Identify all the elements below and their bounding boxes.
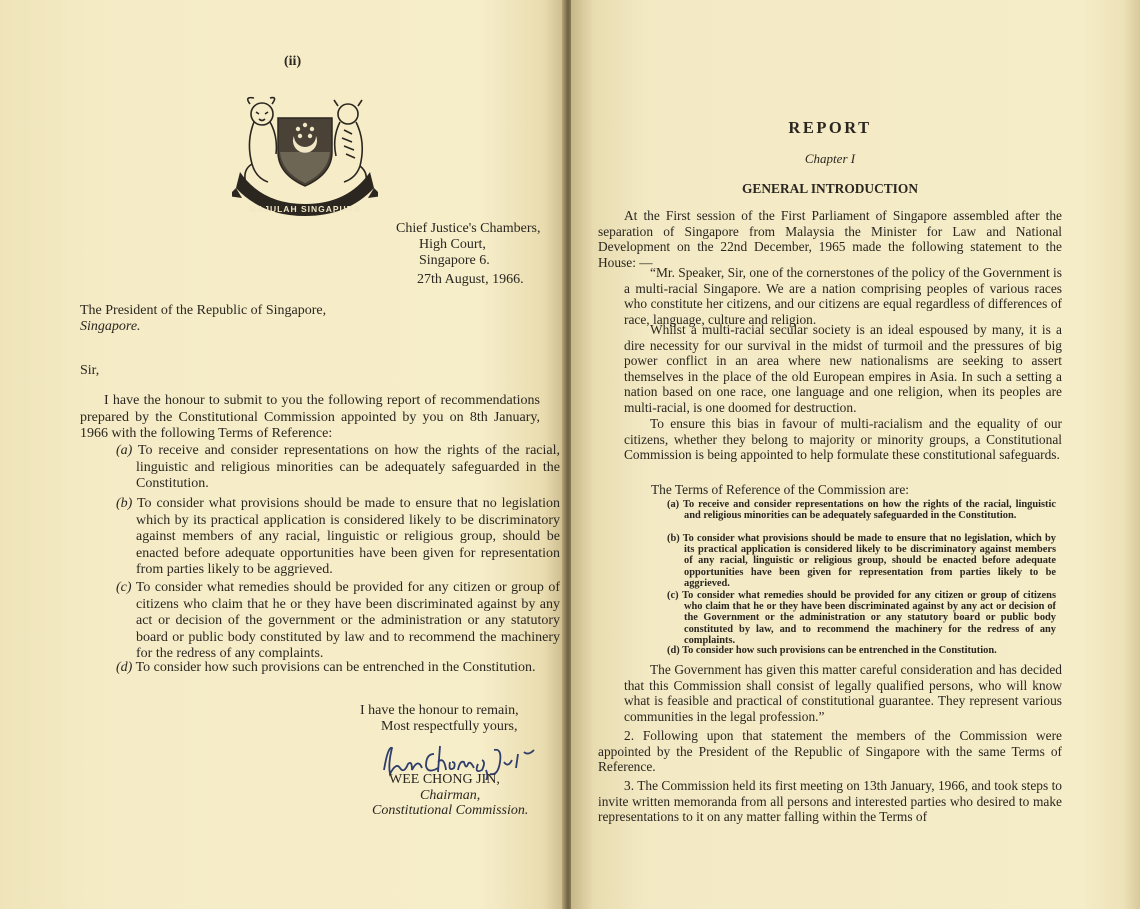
term-marker: (b) <box>667 533 680 544</box>
term-text: To receive and consider representations on how the rights of the racial, linguistic and religious minorities can be adequately safeguarded in the Constitution. <box>136 443 560 491</box>
term-text: To consider what remedies should be provided for any citizen or group of citizens who claim that he or they have been discriminated against by any act or decision of the government or the administration or any statutory board or public body constituted by law and to recommend the machinery for the redress of any complaints. <box>135 580 561 661</box>
recipient-line: The President of the Republic of Singapore, <box>80 303 327 318</box>
letter-date: 27th August, 1966. <box>417 272 524 287</box>
report-heading: REPORT <box>788 118 872 137</box>
chapter-label: Chapter I <box>804 151 856 166</box>
address-line: Singapore 6. <box>419 253 490 268</box>
address-line: High Court, <box>419 237 486 252</box>
term-item <box>667 590 1056 646</box>
term-text: To consider what provisions should be made to ensure that no legislation, which by its practical application is considered likely to be discriminatory against members of any racial, linguistic or religious group, should be enacted before adequate opportunities have been given for representation from parties likely to be aggrieved. <box>682 533 1056 589</box>
term-marker: (a) <box>116 443 133 458</box>
term-item <box>116 496 560 579</box>
term-text: To consider what remedies should be provided for any citizen or group of citizens who claim that he or they have been discriminated against by any act or decision of the Government or the administration or any statutory board or public body constituted by law, and to recommend the machinery for the redress of any complaints. <box>682 590 1056 646</box>
right-page <box>571 0 1140 909</box>
term-item <box>116 580 560 663</box>
term-marker: (a) <box>667 499 680 510</box>
term-text: To consider how such provisions can be entrenched in the Constitution. <box>135 660 536 675</box>
term-text: To consider what provisions should be made to ensure that no legislation which by its practical application is considered likely to be discriminatory against members of any racial, linguistic or religious group, should be enacted before adequate opportunities have been given for representation from parties likely to be aggrieved. <box>136 496 561 577</box>
quoted-paragraph: The Government has given this matter careful consideration and has decided that this Commission shall consist of legally qualified persons, who will know what is feasible and practical of constitutional guarantee. They represent various communities in the legal profession.” <box>624 662 1062 724</box>
page-number: (ii) <box>284 54 302 69</box>
quoted-paragraph: To ensure this bias in favour of multi-racialism and the equality of our citizens, whether they belong to majority or minority groups, a Constitutional Commission is being appointed to help formulate these constitutional safeguards. <box>624 416 1062 462</box>
term-item <box>116 443 560 493</box>
numbered-paragraph: 3. The Commission held its first meeting on 13th January, 1966, and took steps to invite written memoranda from all persons and interested parties who desired to make representations to it on any matter falling within the Terms of <box>598 778 1062 824</box>
section-heading: GENERAL INTRODUCTION <box>742 181 918 196</box>
term-marker: (c) <box>667 590 679 601</box>
numbered-paragraph: 2. Following upon that statement the members of the Commission were appointed by the President of the Republic of Singapore with the same Terms of Reference. <box>598 728 1062 774</box>
term-item <box>116 660 560 677</box>
crest-motto: MAJULAH SINGAPURA <box>249 204 361 214</box>
term-text: To consider how such provisions can be entrenched in the Constitution. <box>682 645 997 656</box>
terms-intro: The Terms of Reference of the Commission are: <box>651 482 909 497</box>
term-text: To receive and consider representations on how the rights of the racial, linguistic and religious minorities can be adequately safeguarded in the Constitution. <box>682 499 1056 522</box>
signatory-title: Chairman, <box>420 788 481 803</box>
salutation: Sir, <box>80 363 100 378</box>
intro-paragraph: At the First session of the First Parliament of Singapore assembled after the separation of Singapore from Malaysia the Minister for Law and National Development on the 22nd December, 1965 made the following statement to the House: — <box>598 208 1062 270</box>
singapore-coat-of-arms-icon <box>232 92 378 216</box>
term-marker: (c) <box>116 580 132 595</box>
term-marker: (d) <box>667 645 680 656</box>
recipient-city: Singapore. <box>80 319 141 334</box>
term-item <box>667 533 1056 589</box>
signatory-title: Constitutional Commission. <box>372 803 529 818</box>
term-marker: (b) <box>116 496 133 511</box>
letter-intro: I have the honour to submit to you the following report of recommendations prepared by the Constitutional Commission appointed by you on 8th January, 1966 with the following Terms of Reference: <box>80 393 540 441</box>
term-marker: (d) <box>116 660 133 675</box>
term-item <box>667 645 1056 656</box>
left-page <box>0 0 566 909</box>
signatory-name: WEE CHONG JIN, <box>389 772 500 787</box>
closing-line: I have the honour to remain, <box>360 703 519 718</box>
quoted-paragraph: “Mr. Speaker, Sir, one of the cornerstones of the policy of the Government is a multi-racial Singapore. We are a nation comprising peoples of various races who constitute her citizens, and our citizens are equal regardless of differences of race, language, culture and religion. <box>624 265 1062 327</box>
closing-line: Most respectfully yours, <box>381 719 518 734</box>
quoted-paragraph: Whilst a multi-racial secular society is an ideal espoused by many, it is a dire necessity for our survival in the midst of turmoil and the pressures of big power conflict in an area where new nationalisms are seeking to assert themselves in the place of the old European empires in Asia. In such a setting a nation based on one race, one language and one religion, when its peoples are multi-racial, is one doomed for destruction. <box>624 322 1062 415</box>
address-line: Chief Justice's Chambers, <box>396 221 541 236</box>
term-item <box>667 499 1056 521</box>
